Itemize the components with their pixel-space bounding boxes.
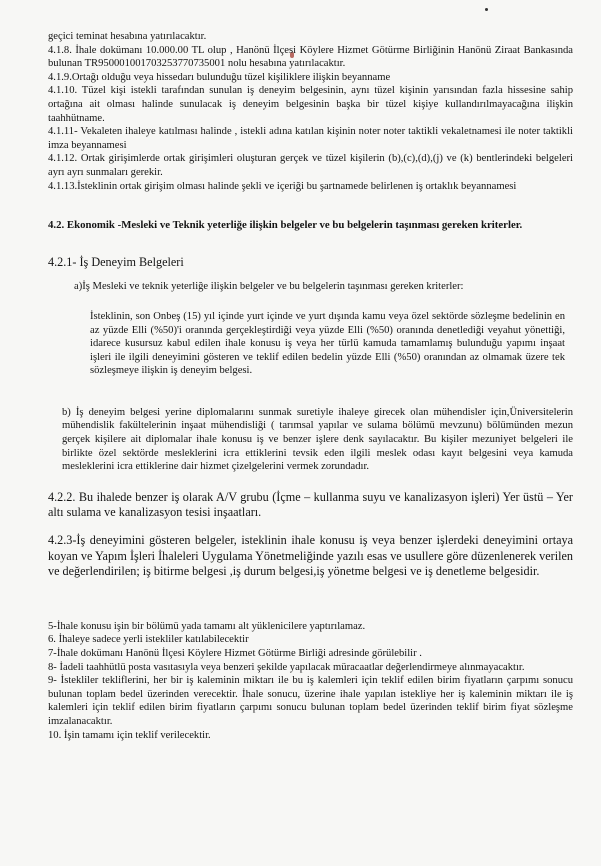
- para-4-1-13: 4.1.13.İsteklinin ortak girişim olması halinde şekli ve içeriği bu şartnamede belirlenen iş ortaklık beyannamesi: [48, 180, 517, 192]
- ink-dot: [485, 8, 488, 11]
- item-10: 10. İşin tamamı için teklif verilecektir.: [48, 729, 211, 741]
- heading-4-2: 4.2. Ekonomik -Mesleki ve Teknik yeterliğe ilişkin belgeler ve bu belgelerin taşınması gereken kriterler.: [48, 219, 523, 232]
- item-8: 8- İadeli taahhütlü posta vasıtasıyla veya benzeri şekilde yapılacak müracaatlar değerlendirmeye alınmayacaktır.: [48, 661, 525, 673]
- para-a-heading: a)İş Mesleki ve teknik yeterliğe ilişkin belgeler ve bu belgelerin taşınması gereken kriterler:: [74, 281, 464, 293]
- para-4-1-8: 4.1.8. İhale dokümanı 10.000.00 TL olup , Hanönü İlçesi Köylere Hizmet Götürme Birliğinin Hanönü Ziraat Bankasında bulunan TR950001001703253770735001 nolu hesabına yatırılacaktır.: [48, 44, 573, 70]
- heading-4-2-1: 4.2.1- İş Deneyim Belgeleri: [48, 254, 184, 269]
- para-4-1-9: 4.1.9.Ortağı olduğu veya hissedarı bulunduğu tüzel kişiliklere ilişkin beyanname: [48, 71, 391, 83]
- item-5: 5-İhale konusu işin bir bölümü yada tamamı alt yüklenicilere yaptırılamaz.: [48, 620, 366, 632]
- item-6: 6. İhaleye sadece yerli istekliler katılabilecektir: [48, 634, 249, 646]
- document-page: [48, 30, 573, 742]
- item-9: 9- İstekliler tekliflerini, her bir iş kaleminin miktarı ile bu iş kalemleri için teklif edilen birim fiyatların çarpımı sonucu bulunan toplam bedel üzerinden verecektir. İhale sonucu, üzerine ihale yapılan istekliye her iş kaleminin miktarı ile iş kalemleri için teklif edilen birim fiyatların çarpımı sonucu bulunan toplam bedel üzerinden teklif birim fiyat sözleşme imzalanacaktır.: [48, 675, 573, 727]
- para-4-1-10: 4.1.10. Tüzel kişi istekli tarafından sunulan iş deneyim belgesinin, aynı tüzel kişinin yarısından fazla hissesine sahip ortağına ait olması halinde sunulacak iş deneyim belgesinin başka bir tüzel kişiye kullandırılmayacağına ilişkin taahhütname.: [48, 85, 573, 124]
- para-a-body: İsteklinin, son Onbeş (15) yıl içinde yurt içinde ve yurt dışında kamu veya özel sektörde sözleşme bedelinin en az yüzde Elli (%50)'i oranında gerçekleştirdiği veya yüzde Elli (%50) oranında denetlediği veyahut yönettiği, idarece kusursuz kabul edilen ihale konusu iş veya her türlü kamuda tamamlamış bulunduğu yapımı inşaat işleri ile ilgili deneyimini gösteren ve teklif edilen bedelin yüzde Elli (%50) oranından az olmamak üzere tek sözleşmeye ilişkin iş deneyim belgesi.: [90, 310, 565, 377]
- para-4-2-3: 4.2.3-İş deneyimini gösteren belgeler, isteklinin ihale konusu iş veya benzer işlerdeki deneyimini ortaya koyan ve Yapım İşleri İhaleleri Uygulama Yönetmeliğinde yazılı esas ve usullere göre düzenlenerek verilen ve değerlendirilen; iş bitirme belgesi ,iş durum belgesi,iş yönetme belgesi ve iş denetleme belgesidir.: [48, 533, 573, 579]
- para-4-1-12: 4.1.12. Ortak girişimlerde ortak girişimleri oluşturan gerçek ve tüzel kişilerin (b),(c),(d),(j) ve (k) bentlerindeki belgeleri ayrı ayrı sunmaları gerekir.: [48, 153, 573, 178]
- item-7: 7-İhale dokümanı Hanönü İlçesi Köylere Hizmet Götürme Birliği adresinde görülebilir .: [48, 648, 422, 659]
- para-4-1-11: 4.1.11- Vekaleten ihaleye katılması halinde , istekli adına katılan kişinin noter noter taktikli vekaletnamesi ile noter taktikli imza beyannamesi: [48, 126, 573, 151]
- text-line-top: geçici teminat hesabına yatırılacaktır.: [48, 31, 207, 42]
- para-4-2-2: 4.2.2. Bu ihalede benzer iş olarak A/V grubu (İçme – kullanma suyu ve kanalizasyon işleri) Yer üstü – Yer altı sulama ve kanalizasyon tesisi inşaatları.: [48, 489, 573, 520]
- para-b: b) İş deneyim belgesi yerine diplomalarını sunmak suretiyle ihaleye girecek olan mühendisler için,Üniversitelerin mühendislik fakültelerinin inşaat mühendisliği ( tarımsal yapılar ve sulama bölümü mevzunu) bölümünden mezun gerçek kişilere ait diplomalar ihale konusu iş ve benzer işlere denk sayılacaktır. Bu kişiler mezuniyet belgeleri ile birlikte özel sektörde mesleklerini icra ettiklerini tevsik eden ilgili meslek odası kayıt belgesini veya kamuda mesleklerini icra ettiklerine dair hizmet çizelgelerini vermek zorundadır.: [62, 406, 573, 473]
